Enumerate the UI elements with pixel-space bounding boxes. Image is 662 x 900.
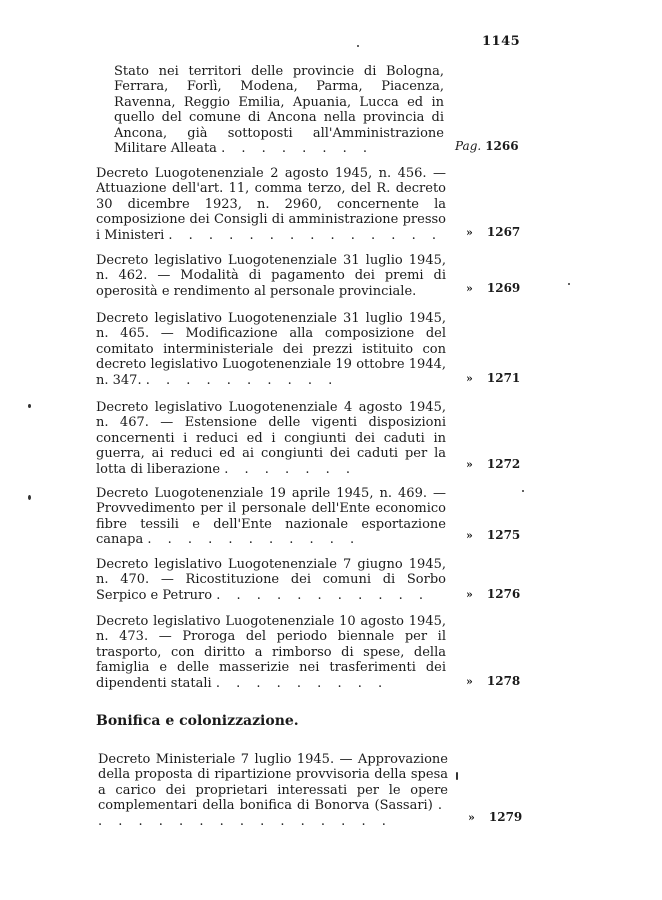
ref-prefix: »: [466, 226, 473, 239]
dot-leader: . . . . . . . . . . .: [216, 587, 429, 603]
scan-speck: [456, 772, 458, 780]
page-ref: 1267: [486, 225, 521, 239]
dot-leader: . . . . . . . . . . . . . .: [168, 227, 442, 243]
page-ref: 1266: [485, 139, 519, 153]
scan-speck: [568, 283, 570, 285]
page-ref: 1269: [486, 281, 521, 295]
toc-entry: [96, 311, 446, 388]
entry-text: Stato nei territori delle provincie di Bologna, Ferrara, Forlì, Modena, Parma, Piacenza, Ravenna, Reggio Emilia, Apuania, Lucca ed in quello del comune di Ancona nella provincia di Ancona, già sottoposti all'Amministrazione Militare Alleata: [114, 64, 444, 157]
ref-prefix: »: [466, 372, 473, 385]
scan-speck: [28, 495, 31, 500]
entry-text: Decreto Ministeriale 7 luglio 1945. — Approvazione della proposta di ripartizione provvisoria della spesa a carico dei proprietari interessati per le opere complementari della bonifica di Bonorva (Sassari): [98, 752, 448, 814]
dot-leader: . . . . . . . . . .: [145, 372, 339, 388]
dot-leader: . . . . . . .: [224, 461, 356, 477]
ref-prefix: »: [466, 458, 473, 471]
dot-leader: . . . . . . . .: [221, 141, 374, 157]
toc-entry: [96, 166, 446, 243]
ref-prefix: »: [466, 588, 473, 601]
toc-entry: [96, 400, 446, 477]
dot-leader: . . . . . . . . . . .: [147, 532, 361, 548]
dot-leader: . . . . . . . . . . . . . . . .: [98, 798, 448, 829]
toc-entry: [96, 614, 446, 691]
ref-prefix: Pag.: [455, 139, 482, 153]
page-ref: 1272: [486, 457, 521, 471]
page-reference: [455, 139, 519, 153]
entry-text: Decreto Luogotenenziale 19 aprile 1945, n. 469. — Provvedimento per il personale dell'Ente economico fibre tessili e dell'Ente nazionale esportazione canapa: [96, 486, 446, 548]
entry-text: Decreto legislativo Luogotenenziale 7 giugno 1945, n. 470. — Ricostituzione dei comuni di Sorbo Serpico e Petruro: [96, 557, 446, 603]
page-ref: 1271: [486, 371, 521, 385]
scan-speck: [522, 490, 524, 492]
entry-text: Decreto legislativo Luogotenenziale 4 agosto 1945, n. 467. — Estensione delle vigenti disposizioni concernenti i reduci ed i congiunti dei caduti in guerra, ai reduci ed ai congiunti dei caduti per la lotta di liberazione: [96, 400, 446, 477]
page-reference: [466, 674, 520, 688]
toc-entry: [96, 557, 446, 603]
page-reference: [468, 810, 522, 824]
ref-prefix: »: [466, 282, 473, 295]
section-heading: Bonifica e colonizzazione.: [96, 713, 299, 729]
toc-entry: [114, 64, 444, 156]
page-reference: [466, 281, 520, 295]
page-number: 1145: [482, 34, 521, 49]
page-reference: [466, 371, 520, 385]
dot-leader: . . . . . . . . .: [215, 675, 389, 691]
page-reference: [466, 225, 520, 239]
entry-text: Decreto legislativo Luogotenenziale 31 luglio 1945, n. 462. — Modalità di pagamento dei premi di operosità e rendimento al personale provinciale.: [96, 253, 446, 299]
toc-entry: [96, 253, 446, 299]
ref-prefix: »: [466, 529, 473, 542]
toc-entry: [98, 752, 448, 829]
toc-entry: [96, 486, 446, 548]
ref-prefix: »: [468, 811, 475, 824]
entry-text: Decreto legislativo Luogotenenziale 10 agosto 1945, n. 473. — Proroga del periodo biennale per il trasporto, con diritto a rimborso di spese, della famiglia e delle masserizie nei trasferimenti dei dipendenti statali: [96, 614, 446, 691]
page-reference: [466, 528, 520, 542]
page-ref: 1279: [488, 810, 523, 824]
entry-text: Decreto Luogotenenziale 2 agosto 1945, n. 456. — Attuazione dell'art. 11, comma terzo, del R. decreto 30 dicembre 1923, n. 2960, concernente la composizione dei Consigli di amministrazione presso i Ministeri: [96, 166, 446, 243]
page-ref: 1276: [486, 587, 521, 601]
ref-prefix: »: [466, 675, 473, 688]
page-reference: [466, 457, 520, 471]
page-reference: [466, 587, 520, 601]
scan-speck: [28, 404, 31, 408]
page-ref: 1275: [486, 528, 521, 542]
entry-text: Decreto legislativo Luogotenenziale 31 luglio 1945, n. 465. — Modificazione alla composizione del comitato interministeriale dei prezzi istituito con decreto legislativo Luogotenenziale 19 ottobre 1944, n. 347.: [96, 311, 446, 388]
page-ref: 1278: [486, 674, 521, 688]
scan-speck: [357, 45, 359, 47]
